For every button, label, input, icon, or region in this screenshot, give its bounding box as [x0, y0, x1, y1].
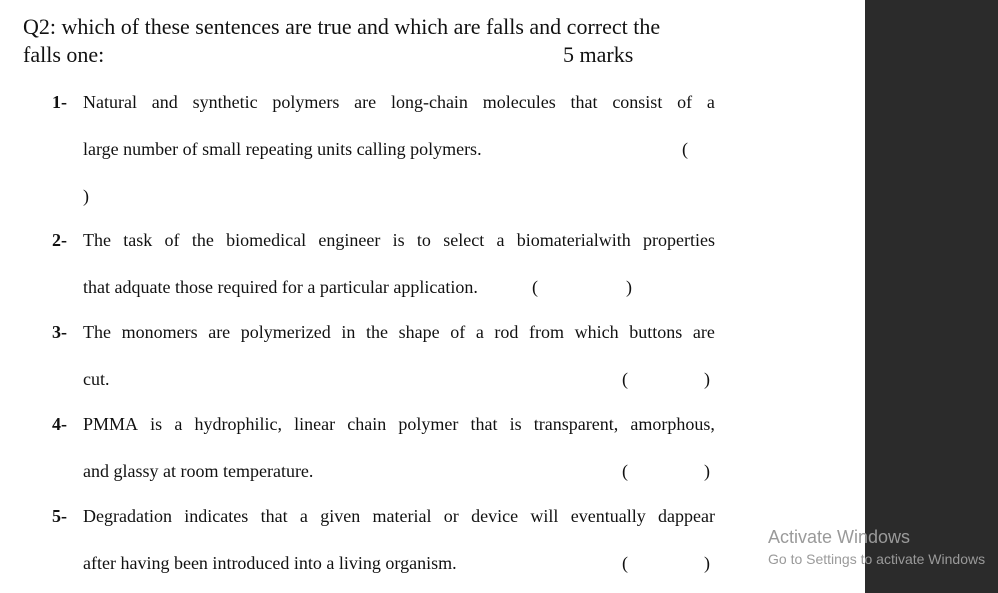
activation-watermark-title: Activate Windows [768, 527, 911, 547]
item-2-number: 2- [52, 230, 67, 250]
question-marks: 5 marks [563, 42, 634, 67]
item-4-open-paren: ( [622, 461, 628, 481]
question-title-line2: falls one: [23, 42, 105, 67]
item-1-number: 1- [52, 92, 67, 112]
item-4-number: 4- [52, 414, 67, 434]
item-5-open-paren: ( [622, 553, 628, 573]
item-4-line1: PMMA is a hydrophilic, linear chain polymer that is transparent, amorphous, [83, 414, 715, 434]
item-2-line2: that adquate those required for a particular application. [83, 277, 478, 297]
question-title-line1: Q2: which of these sentences are true and which are falls and correct the [23, 14, 661, 39]
item-3-open-paren: ( [622, 369, 628, 389]
item-1-line2: large number of small repeating units calling polymers. [83, 139, 482, 159]
item-3-line2: cut. [83, 369, 110, 389]
item-1-close-paren: ) [83, 186, 89, 206]
activation-watermark-subtitle: Go to Settings to activate Windows [768, 551, 986, 567]
desktop-background-panel [865, 0, 998, 593]
item-5-line1: Degradation indicates that a given material or device will eventually dappear [83, 506, 715, 526]
item-5-number: 5- [52, 506, 67, 526]
item-5-line2: after having been introduced into a living organism. [83, 553, 457, 573]
item-1-line1: Natural and synthetic polymers are long-chain molecules that consist of a [83, 92, 715, 112]
item-4-close-paren: ) [704, 461, 710, 481]
item-3-number: 3- [52, 322, 67, 342]
item-2-open-paren: ( [532, 277, 538, 297]
item-1-open-paren: ( [682, 139, 688, 159]
item-4-line2: and glassy at room temperature. [83, 461, 314, 481]
item-5-close-paren: ) [704, 553, 710, 573]
item-3-line1: The monomers are polymerized in the shape of a rod from which buttons are [83, 322, 715, 342]
item-2-line1: The task of the biomedical engineer is to select a biomaterialwith properties [83, 230, 715, 250]
item-2-close-paren: ) [626, 277, 632, 297]
item-3-close-paren: ) [704, 369, 710, 389]
